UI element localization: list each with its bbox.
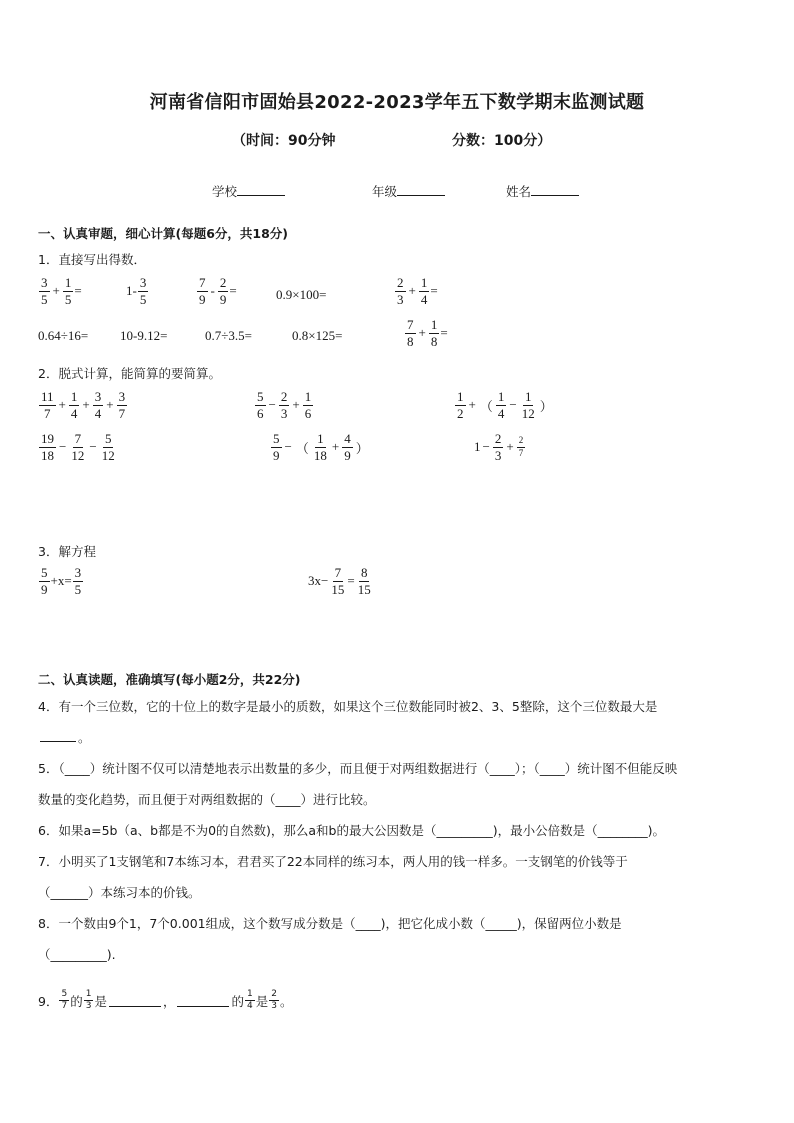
question-8-line-2: （_________).: [38, 947, 116, 962]
q9-blank-2[interactable]: [177, 995, 229, 1007]
question-9: [38, 990, 292, 1012]
question-8-line-1: 8．一个数由9个1，7个0.001组成，这个数写成分数是（____)，把它化成小数（_____)，保留两位小数是: [38, 916, 622, 931]
name-label: 姓名: [506, 184, 532, 199]
section-2-title: 二、认真读题，准确填写(每小题2分，共22分): [38, 672, 301, 687]
q9-text-5: 是: [255, 993, 269, 1009]
school-field[interactable]: [212, 182, 285, 200]
q1-expr-10: $\frac{7}{8}$ + $\frac{1}{8}$ =: [407, 317, 448, 349]
question-2-label: 2．脱式计算，能简算的要简算。: [38, 366, 221, 381]
q9-text-4: 的: [231, 993, 244, 1009]
question-5-line-2: 数量的变化趋势，而且便于对两组数据的（____）进行比较。: [38, 792, 376, 807]
question-3-label: 3．解方程: [38, 544, 96, 559]
q9-frac-1: $\frac{5}{7}$: [61, 989, 68, 1012]
q9-frac-3: $\frac{1}{4}$: [246, 989, 253, 1012]
q9-text-3: ，: [162, 993, 176, 1009]
grade-field[interactable]: [372, 182, 445, 200]
q2-expr-6: 1 − $\frac{2}{3}$ + $\frac{2}{7}$: [474, 431, 524, 463]
q1-expr-3: $\frac{7}{9}$ - $\frac{2}{9}$ =: [199, 275, 237, 307]
school-blank[interactable]: [237, 183, 285, 196]
question-4-answer[interactable]: [38, 728, 91, 746]
question-7-line-2: （______）本练习本的价钱。: [38, 885, 201, 900]
exam-score: 分数：100分）: [452, 133, 552, 149]
grade-blank[interactable]: [397, 183, 445, 196]
q1-expr-5: $\frac{2}{3}$ + $\frac{1}{4}$ =: [397, 275, 438, 307]
q4-blank[interactable]: [40, 730, 76, 742]
q9-number: 9．: [38, 993, 59, 1009]
q4-end: 。: [78, 730, 91, 745]
grade-label: 年级: [372, 184, 398, 199]
q2-expr-3: $\frac{1}{2}$ + （ $\frac{1}{4}$ − $\frac{1}{12}$ ）: [457, 389, 553, 421]
q1-expr-2: 1- $\frac{3}{5}$: [126, 275, 147, 307]
q1-expr-7: 10-9.12=: [120, 328, 168, 343]
q2-expr-2: $\frac{5}{6}$ − $\frac{2}{3}$ + $\frac{1}{6}$: [257, 389, 312, 421]
page-title: 河南省信阳市固始县2022-2023学年五下数学期末监测试题: [149, 92, 645, 113]
exam-time: （时间：90分钟: [232, 133, 336, 149]
question-1-label: 1．直接写出得数．: [38, 252, 146, 267]
school-label: 学校: [212, 184, 238, 199]
question-4-text: 4．有一个三位数，它的十位上的数字是最小的质数，如果这个三位数能同时被2、3、5整除，这个三位数最大是: [38, 699, 658, 714]
q1-expr-6: 0.64÷16=: [38, 328, 89, 343]
q2-expr-4: $\frac{19}{18}$ − $\frac{7}{12}$ − $\frac{5}{12}$: [41, 431, 115, 463]
q1-expr-1: $\frac{3}{5}$ + $\frac{1}{5}$ =: [41, 275, 82, 307]
q2-expr-1: $\frac{11}{7}$ + $\frac{1}{4}$ + $\frac{3}{4}$ + $\frac{3}{7}$: [41, 389, 126, 421]
q2-expr-5: $\frac{5}{9}$ − （ $\frac{1}{18}$ + $\frac{4}{9}$ ）: [273, 431, 369, 463]
q3-equation-2: 3x− $\frac{7}{15}$ = $\frac{8}{15}$: [308, 565, 371, 597]
name-field[interactable]: [506, 182, 579, 200]
q9-frac-2: $\frac{1}{3}$: [85, 989, 92, 1012]
name-blank[interactable]: [531, 183, 579, 196]
q3-equation-1: $\frac{5}{9}$ +x= $\frac{3}{5}$: [41, 565, 82, 597]
question-7-line-1: 7．小明买了1支钢笔和7本练习本，君君买了22本同样的练习本，两人用的钱一样多。一支钢笔的价钱等于: [38, 854, 628, 869]
section-1-title: 一、认真审题，细心计算(每题6分，共18分): [38, 226, 289, 241]
q9-blank-1[interactable]: [109, 995, 161, 1007]
q9-text-6: 。: [279, 993, 293, 1009]
q9-text-2: 是: [94, 993, 107, 1009]
q9-frac-4: $\frac{2}{3}$: [271, 989, 277, 1012]
q1-expr-8: 0.7÷3.5=: [205, 328, 252, 343]
q9-text-1: 的: [70, 993, 83, 1009]
q1-expr-9: 0.8×125=: [292, 328, 343, 343]
question-6-text: 6．如果a=5b（a、b都是不为0的自然数)，那么a和b的最大公因数是（_________)，最小公倍数是（________)。: [38, 823, 665, 838]
q1-expr-4: 0.9×100=: [276, 287, 327, 302]
question-5-line-1: 5．（____）统计图不仅可以清楚地表示出数量的多少，而且便于对两组数据进行（____）；（____）统计图不但能反映: [38, 761, 678, 776]
